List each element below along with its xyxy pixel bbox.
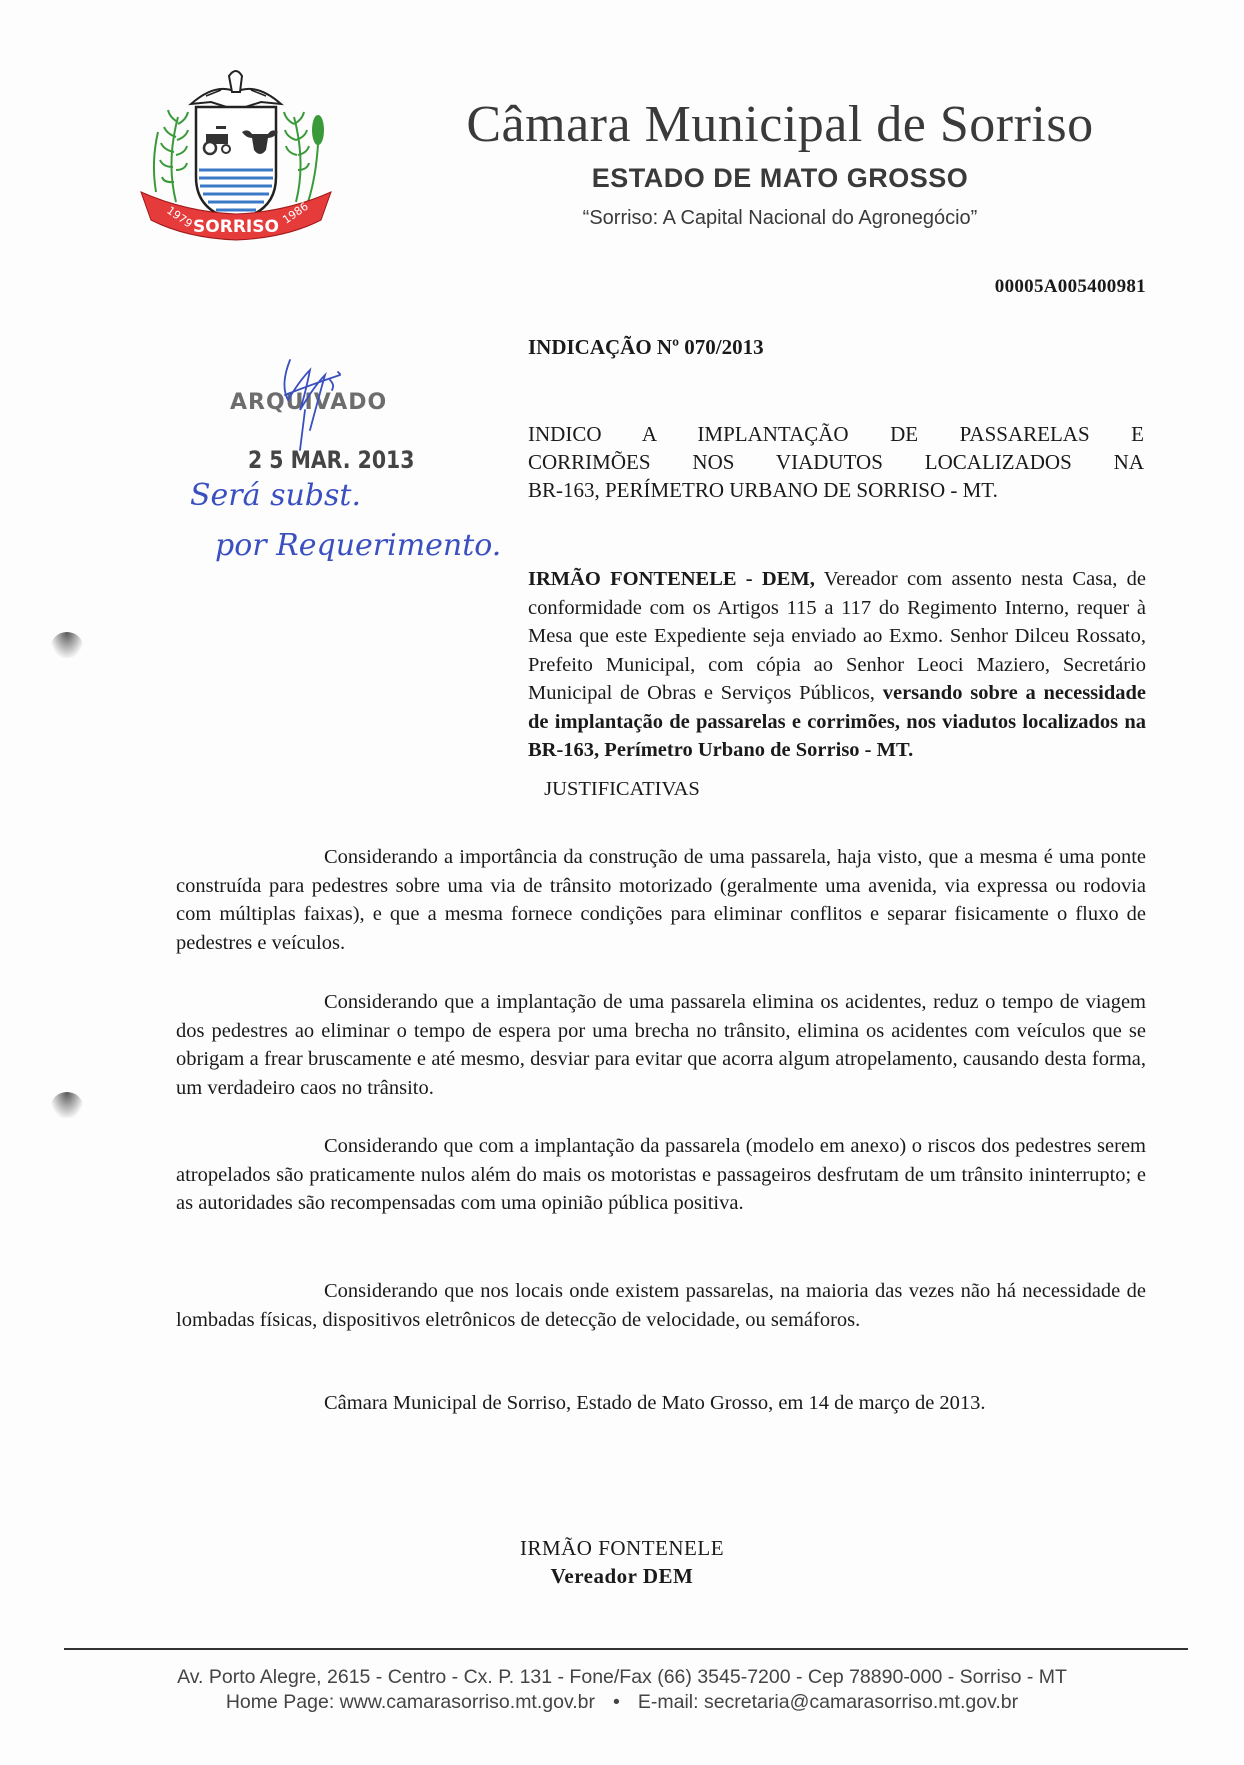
justification-paragraph: Considerando que com a implantação da passarela (modelo em anexo) o riscos dos pedestres serem atropelados são praticamente nulos além do mais os motoristas e passageiros desfrutam de um trânsito ininterrupto; e as autoridades são recompensadas com uma opinião pública positiva. xyxy=(176,1135,1146,1214)
justification-paragraph: Considerando que nos locais onde existem passarelas, na maioria das vezes não há necessidade de lombadas físicas, dispositivos eletrônicos de detecção de velocidade, ou semáforos. xyxy=(176,1280,1146,1331)
ribbon-year-left: 1979 xyxy=(164,203,195,231)
punch-hole-icon xyxy=(50,1092,84,1118)
corn-plant-right-icon xyxy=(284,112,323,202)
justification-paragraph: Considerando a importância da construção de uma passarela, haja visto, que a mesma é uma ponte construída para pedestres sobre uma via de trânsito motorizado (geralmente uma avenida, via expressa ou rodovia com múltiplas faixas), e que a mesma fornece condições para eliminar conflitos e separar fisicamente o fluxo de pedestres e veículos. xyxy=(176,846,1146,954)
signature-role: Vereador DEM xyxy=(550,1564,694,1588)
handwritten-annotation xyxy=(160,340,560,570)
intro-paragraph xyxy=(176,565,1146,765)
footer-contacts xyxy=(0,1691,1244,1714)
institution-motto: “Sorriso: A Capital Nacional do Agronegócio” xyxy=(582,207,978,229)
justificativas-title: JUSTIFICATIVAS xyxy=(544,778,700,800)
archived-stamp: ARQUIVADO xyxy=(230,390,388,415)
ribbon-year-right: 1986 xyxy=(280,199,311,227)
ribbon-text: SORRISO xyxy=(193,217,279,237)
intro-subject-bold: versando sobre a necessidade de implantação de passarelas e corrimões, nos viadutos localizados na BR-163, Perímetro Urbano de Sorriso - MT. xyxy=(528,682,1147,761)
footer-homepage: Home Page: www.camarasorriso.mt.gov.br xyxy=(225,1691,596,1713)
handwritten-note-line1: Será subst. xyxy=(190,478,361,513)
signature-name: IRMÃO FONTENELE xyxy=(519,1536,725,1560)
institution-state: ESTADO DE MATO GROSSO xyxy=(591,163,969,193)
intro-lead xyxy=(176,565,1146,765)
footer-address: Av. Porto Alegre, 2615 - Centro - Cx. P. 131 - Fone/Fax (66) 3545-7200 - Cep 78890-000 - Sorriso - MT xyxy=(177,1666,1067,1688)
closing-date-line: Câmara Municipal de Sorriso, Estado de Mato Grosso, em 14 de março de 2013. xyxy=(324,1392,986,1414)
indicacao-subject xyxy=(528,420,1144,504)
author-name: IRMÃO FONTENELE - DEM, xyxy=(528,568,815,590)
archived-stamp-date: 2 5 MAR. 2013 xyxy=(248,446,415,474)
punch-hole-icon xyxy=(50,632,84,658)
footer-email: E-mail: secretaria@camarasorriso.mt.gov.br xyxy=(637,1691,1019,1713)
handwritten-signature xyxy=(284,360,340,450)
soy-plant-left-icon xyxy=(154,110,188,202)
subject-line: CORRIMÕES NOS VIADUTOS LOCALIZADOS NA xyxy=(528,450,1144,474)
indicacao-number: INDICAÇÃO Nº 070/2013 xyxy=(528,335,764,359)
justification-paragraph: Considerando que a implantação de uma passarela elimina os acidentes, reduz o tempo de viagem dos pedestres ao eliminar o tempo de espera por uma brecha no trânsito, elimina os acidentes com veículos que se obrigam a frear bruscamente e até mesmo, desviar para evitar que acorra algum atropelamento, causando desta forma, um verdadeiro caos no trânsito. xyxy=(176,991,1146,1099)
eagle-icon xyxy=(191,71,281,110)
subject-line: BR-163, PERÍMETRO URBANO DE SORRISO - MT. xyxy=(528,478,998,502)
footer-separator: • xyxy=(613,1691,620,1713)
subject-line: INDICO A IMPLANTAÇÃO DE PASSARELAS E xyxy=(528,422,1144,446)
municipal-crest-logo xyxy=(136,62,336,242)
intro-text: Vereador com assento nesta Casa, de conformidade com os Artigos 115 a 117 do Regimento Interno, requer à Mesa que este Expediente seja enviado ao Exmo. Senhor Dilceu Rossato, Prefeito Municipal, com cópia ao Senhor Leoci Maziero, Secretário Municipal de Obras e Serviços Públicos, xyxy=(528,568,1147,704)
protocol-number: 00005A005400981 xyxy=(994,276,1146,297)
handwritten-note-line2: por Requerimento. xyxy=(215,528,502,563)
footer-divider xyxy=(64,1648,1188,1650)
institution-name: Câmara Municipal de Sorriso xyxy=(466,96,1094,153)
